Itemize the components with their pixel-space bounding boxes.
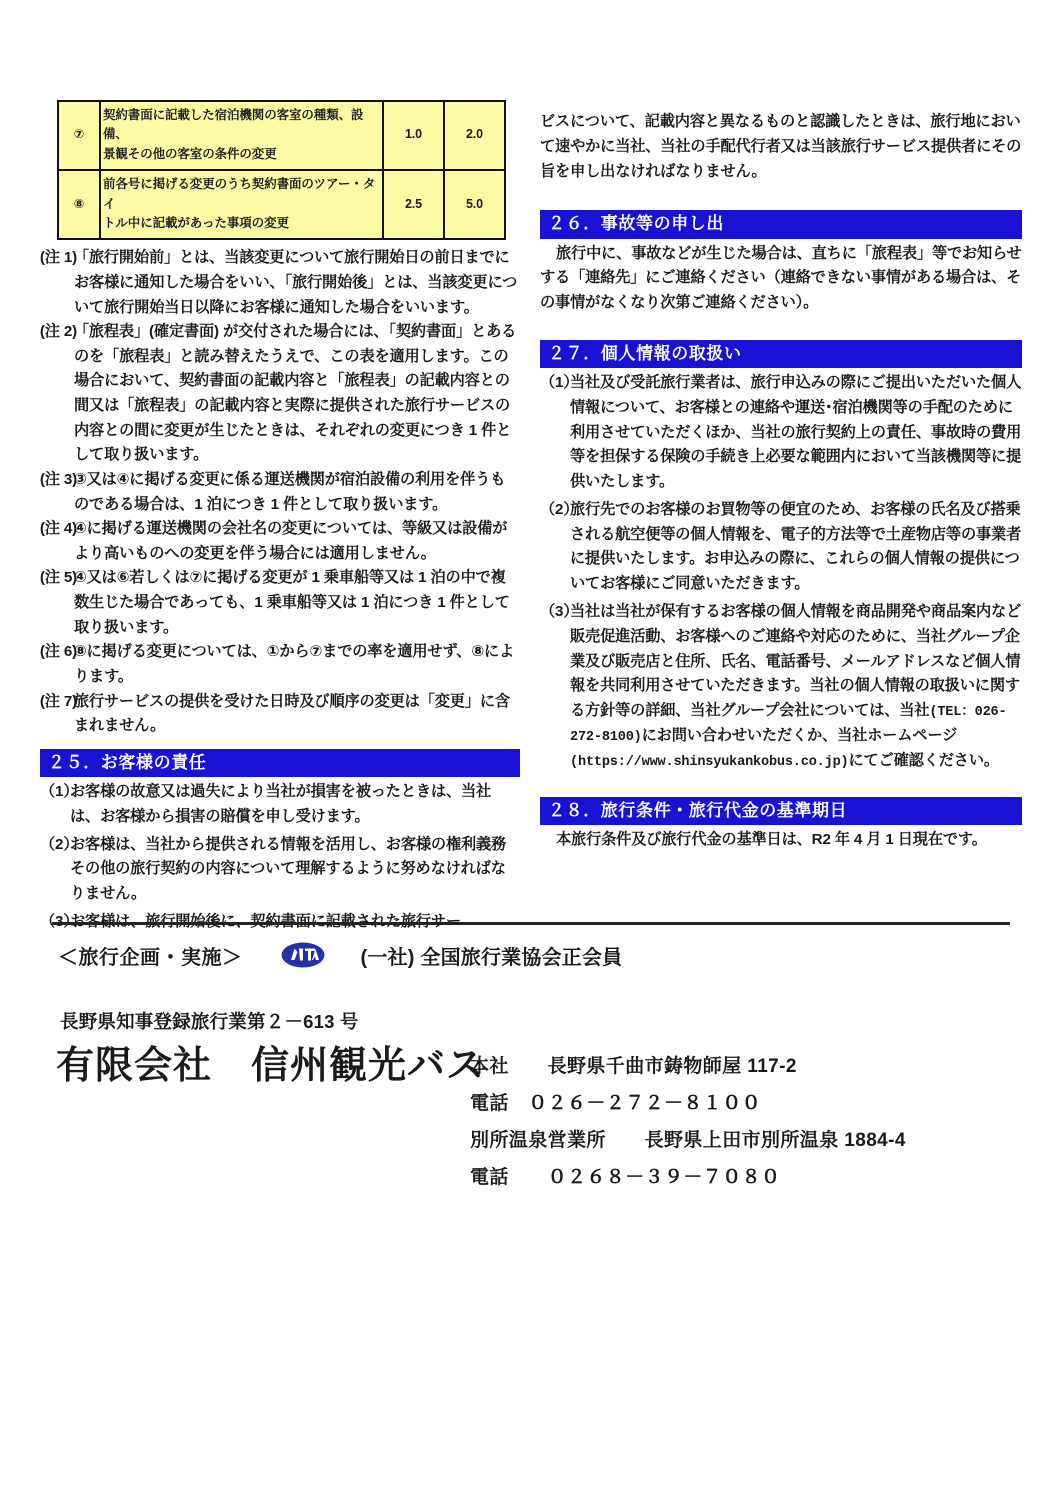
- left-column: [40, 100, 520, 935]
- item-body-part2: にお問い合わせいただくか、当社ホームページ: [641, 727, 958, 745]
- item-label: （1）: [540, 374, 579, 392]
- section-25-item: [40, 780, 520, 830]
- item-body: お客様の故意又は過失により当社が損害を被ったときは、当社は、お客様から損害の賠償を申し受けます。: [70, 783, 492, 825]
- row-index: ⑦: [58, 101, 100, 170]
- note-body: ④に掲げる運送機関の会社名の変更については、等級又は設備がより高いものへの変更を伴う場合には適用しません。: [73, 520, 508, 562]
- item-label: （1）: [40, 783, 79, 800]
- section-28-heading: ２８．旅行条件・旅行代金の基準期日: [540, 797, 1022, 825]
- change-compensation-rates-table: [57, 100, 506, 240]
- note-body: ⑧に掲げる変更については、①から⑦までの率を適用せず、⑧によります。: [73, 643, 515, 685]
- anta-logo-icon: [281, 942, 325, 968]
- footer-divider: [52, 922, 1010, 925]
- row-description: [100, 101, 383, 170]
- table-row: [58, 170, 505, 239]
- note-item: [40, 566, 520, 640]
- item-label: （3）: [540, 602, 579, 620]
- row-description-line2: 景観その他の客室の条件の変更: [103, 146, 277, 161]
- note-item: [40, 468, 520, 517]
- note-item: [40, 246, 520, 320]
- item-body: お客様は、当社から提供される情報を活用し、お客様の権利義務その他の旅行契約の内容について理解するように努めなければなりません。: [70, 835, 507, 903]
- travel-agency-registration-number: 長野県知事登録旅行業第２－613 号: [60, 1011, 359, 1032]
- bessho-onsen-office-phone: 電話 ０２６８－３９－７０８０: [470, 1167, 781, 1189]
- item-body-part1: 当社は当社が保有するお客様の個人情報を商品開発や商品案内など販売促進活動、お客様へのご連絡や対応のために、当社グループ企業及び販売店と住所、氏名、電話番号、メールアドレスなど個人情報を共同利用させていただきます。当社の個人情報の取扱いに関する方針等の詳細、当社グループ会社については、当社: [570, 602, 1022, 720]
- head-office-phone: 電話 ０２６－２７２－８１００: [470, 1093, 762, 1115]
- note-label: (注 5): [39, 569, 78, 587]
- section-26: [540, 210, 1022, 316]
- section-25-heading: ２５．お客様の責任: [40, 749, 520, 777]
- item-label: （2）: [40, 835, 79, 853]
- notes-list: [40, 246, 520, 739]
- row-description-line2: トル中に記載があった事項の変更: [103, 215, 289, 230]
- section-25-item-3-continuation: ビスについて、記載内容と異なるものと認識したときは、旅行地において速やかに当社、当社の手配代行者又は当該旅行サービス提供者にその旨を申し出なければなりません。: [540, 113, 1022, 180]
- item-label: （3）: [40, 912, 79, 930]
- item-label: （2）: [540, 500, 579, 518]
- rate-after-departure: 2.0: [444, 101, 505, 170]
- section-27-item: [540, 498, 1022, 597]
- rate-before-departure: 2.5: [383, 170, 444, 239]
- section-28-body: 本旅行条件及び旅行代金の基準日は、R2 年 4 月 1 日現在です。: [556, 830, 987, 848]
- item-body: 当社及び受託旅行業者は、旅行申込みの際にご提出いただいた個人情報について、お客様との連絡や運送･宿泊機関等の手配のために利用させていただくほか、当社の旅行契約上の責任、事故時の費用等を担保する保険の手続き上必要な範囲内において当該機関等に提供いたします。: [570, 374, 1022, 491]
- footer-planner-row: [58, 935, 1018, 975]
- right-column: [540, 110, 1022, 853]
- note-label: (注 3): [39, 470, 78, 488]
- item-body-part3: にてご確認ください。: [848, 752, 999, 770]
- item-body: お客様は、旅行開始後に、契約書面に記載された旅行サー: [70, 912, 461, 930]
- note-label: (注 2): [39, 323, 78, 341]
- note-label: (注 1): [39, 249, 78, 267]
- note-item: [40, 640, 520, 689]
- row-index: ⑧: [58, 170, 100, 239]
- rate-before-departure: 1.0: [383, 101, 444, 170]
- note-item: [40, 690, 520, 739]
- row-description-line1: 前各号に掲げる変更のうち契約書面のツアー・タイ: [103, 177, 376, 211]
- association-membership: (一社) 全国旅行業協会正会員: [360, 946, 623, 969]
- note-body: 「旅行開始前」とは、当該変更について旅行開始日の前日までにお客様に通知した場合をいい、「旅行開始後」とは、当該変更について旅行開始当日以降にお客様に通知した場合をいいます。: [73, 249, 518, 316]
- section-25: [40, 749, 520, 935]
- note-body: ④又は⑥若しくは⑦に掲げる変更が 1 乗車船等又は 1 泊の中で複数生じた場合であっても、1 乗車船等又は 1 泊につき 1 件として取り扱います。: [73, 569, 510, 636]
- section-27: [540, 340, 1022, 775]
- section-25-item: [40, 833, 520, 907]
- bessho-onsen-office-address: 別所温泉営業所 長野県上田市別所温泉 1884-4: [470, 1130, 906, 1152]
- row-description-line1: 契約書面に記載した宿泊機関の客室の種類、設備、: [103, 108, 364, 142]
- company-name: 有限会社 信州観光バス: [56, 1045, 486, 1087]
- rate-after-departure: 5.0: [444, 170, 505, 239]
- note-label: (注 6): [39, 643, 78, 661]
- company-website-url: (https://www.shinsyukankobus.co.jp): [570, 755, 849, 771]
- company-address-block: [470, 1048, 1030, 1196]
- note-item: [40, 517, 520, 566]
- section-26-heading: ２６．事故等の申し出: [540, 210, 1022, 238]
- planner-label: ＜旅行企画・実施＞: [58, 946, 243, 969]
- note-label: (注 4): [39, 520, 78, 538]
- section-27-item: [540, 600, 1022, 775]
- row-description: [100, 170, 383, 239]
- note-body: 「旅程表」(確定書面) が交付された場合には、「契約書面」とあるのを「旅程表」と読み替えたうえで、この表を適用します。この場合において、契約書面の記載内容と「旅程表」の記載内容との間又は「旅程表」の記載内容と実際に提供された旅行サービスの内容との間に変更が生じたときは、それぞれの変更につき 1 件として取り扱います。: [73, 323, 517, 464]
- item-body: 旅行先でのお客様のお買物等の便宜のため、お客様の氏名及び搭乗される航空便等の個人情報を、電子的方法等で土産物店等の事業者に提供いたします。お申込みの際に、これらの個人情報の提供についてお客様にご同意いただきます。: [570, 500, 1022, 593]
- table-row: [58, 101, 505, 170]
- note-label: (注 7): [39, 692, 78, 710]
- head-office-address: 本社 長野県千曲市鋳物師屋 117-2: [470, 1056, 797, 1077]
- section-27-item: [540, 371, 1022, 495]
- note-body: 旅行サービスの提供を受けた日時及び順序の変更は「変更」に含まれません。: [73, 692, 510, 735]
- note-item: [40, 320, 520, 468]
- section-26-body: 旅行中に、事故などが生じた場合は、直ちに「旅程表」等でお知らせする「連絡先」にご連絡ください（連絡できない事情がある場合は、その事情がなくなり次第ご連絡ください）。: [540, 244, 1022, 312]
- section-28: [540, 797, 1022, 853]
- contact-telephone: (TEL：026-272-8100): [570, 705, 1007, 746]
- section-27-heading: ２７．個人情報の取扱い: [540, 340, 1022, 368]
- note-body: ③又は④に掲げる変更に係る運送機関が宿泊設備の利用を伴うものである場合は、1 泊につき 1 件として取り扱います。: [73, 470, 506, 513]
